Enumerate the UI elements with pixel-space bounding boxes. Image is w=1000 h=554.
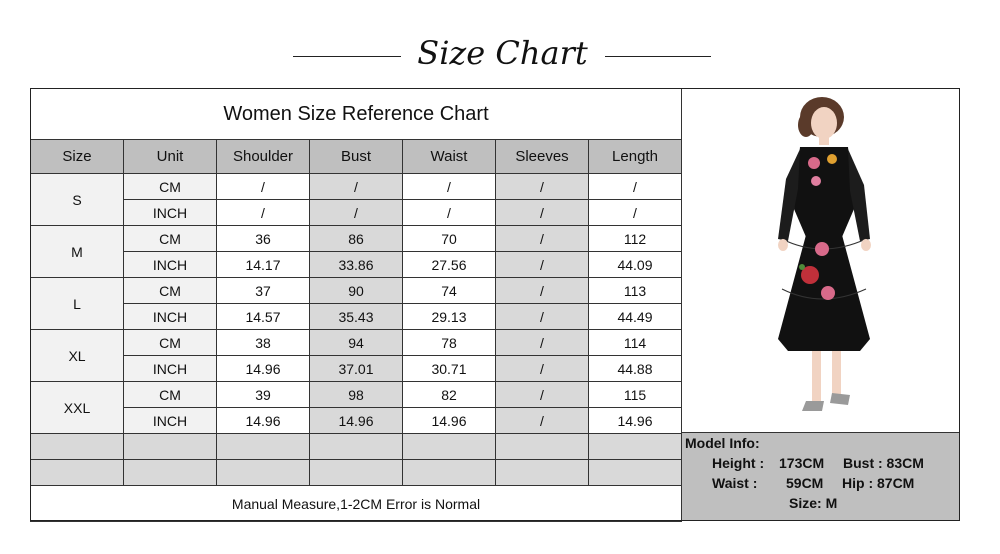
- measure-cell: 37: [217, 278, 310, 304]
- column-header: Shoulder: [217, 140, 310, 174]
- size-label: XL: [31, 330, 124, 382]
- column-header: Sleeves: [496, 140, 589, 174]
- column-header: Unit: [124, 140, 217, 174]
- unit-cell: CM: [124, 226, 217, 252]
- unit-cell: INCH: [124, 252, 217, 278]
- measure-cell: /: [496, 382, 589, 408]
- measure-cell: /: [403, 174, 496, 200]
- measure-cell: 39: [217, 382, 310, 408]
- measure-cell: /: [496, 226, 589, 252]
- measure-cell: /: [496, 356, 589, 382]
- measure-cell: 113: [589, 278, 682, 304]
- measure-cell: 86: [310, 226, 403, 252]
- column-header: Size: [31, 140, 124, 174]
- measure-cell: /: [217, 200, 310, 226]
- measure-cell: 29.13: [403, 304, 496, 330]
- measure-cell: 98: [310, 382, 403, 408]
- unit-cell: CM: [124, 382, 217, 408]
- unit-cell: INCH: [124, 408, 217, 434]
- measure-cell: /: [496, 408, 589, 434]
- table-footer-note: Manual Measure,1-2CM Error is Normal: [31, 486, 682, 522]
- unit-cell: INCH: [124, 304, 217, 330]
- measure-cell: 37.01: [310, 356, 403, 382]
- measure-cell: 14.96: [310, 408, 403, 434]
- model-hip: Hip : 87CM: [842, 475, 915, 491]
- measure-cell: /: [589, 174, 682, 200]
- measure-cell: 14.96: [217, 408, 310, 434]
- measure-cell: 14.17: [217, 252, 310, 278]
- measure-cell: 112: [589, 226, 682, 252]
- size-label: M: [31, 226, 124, 278]
- measure-cell: 38: [217, 330, 310, 356]
- page-title: Size Chart: [417, 34, 588, 72]
- model-dress-illustration: [682, 89, 959, 433]
- measure-cell: /: [310, 174, 403, 200]
- title-divider-left: [293, 56, 401, 57]
- measure-cell: 94: [310, 330, 403, 356]
- measure-cell: /: [403, 200, 496, 226]
- measure-cell: /: [496, 252, 589, 278]
- measure-cell: 27.56: [403, 252, 496, 278]
- measure-cell: 14.57: [217, 304, 310, 330]
- model-size: Size: M: [789, 495, 838, 511]
- measure-cell: 14.96: [589, 408, 682, 434]
- model-info-panel: [682, 433, 959, 520]
- size-label: XXL: [31, 382, 124, 434]
- measure-cell: 44.49: [589, 304, 682, 330]
- measure-cell: /: [589, 200, 682, 226]
- model-waist-value: 59CM: [786, 475, 824, 491]
- measure-cell: 74: [403, 278, 496, 304]
- unit-cell: INCH: [124, 200, 217, 226]
- size-label: L: [31, 278, 124, 330]
- model-bust: Bust : 83CM: [843, 455, 924, 471]
- measure-cell: /: [217, 174, 310, 200]
- measure-cell: /: [496, 330, 589, 356]
- title-divider-right: [605, 56, 711, 57]
- unit-cell: CM: [124, 330, 217, 356]
- measure-cell: 36: [217, 226, 310, 252]
- column-header: Waist: [403, 140, 496, 174]
- size-label: S: [31, 174, 124, 226]
- measure-cell: 35.43: [310, 304, 403, 330]
- measure-cell: 14.96: [217, 356, 310, 382]
- measure-cell: 30.71: [403, 356, 496, 382]
- unit-cell: INCH: [124, 356, 217, 382]
- measure-cell: /: [496, 304, 589, 330]
- measure-cell: 82: [403, 382, 496, 408]
- measure-cell: 33.86: [310, 252, 403, 278]
- measure-cell: /: [496, 278, 589, 304]
- measure-cell: /: [496, 200, 589, 226]
- model-info-label: Model Info:: [685, 435, 760, 451]
- table-title: Women Size Reference Chart: [31, 89, 682, 140]
- model-waist-label: Waist :: [712, 475, 758, 491]
- measure-cell: 14.96: [403, 408, 496, 434]
- column-header: Bust: [310, 140, 403, 174]
- measure-cell: /: [496, 174, 589, 200]
- model-photo: [682, 89, 959, 433]
- measure-cell: 115: [589, 382, 682, 408]
- measure-cell: /: [310, 200, 403, 226]
- unit-cell: CM: [124, 278, 217, 304]
- measure-cell: 78: [403, 330, 496, 356]
- column-header: Length: [589, 140, 682, 174]
- measure-cell: 44.88: [589, 356, 682, 382]
- measure-cell: 114: [589, 330, 682, 356]
- measure-cell: 44.09: [589, 252, 682, 278]
- measure-cell: 90: [310, 278, 403, 304]
- measure-cell: 70: [403, 226, 496, 252]
- model-height-label: Height :: [712, 455, 765, 471]
- model-height-value: 173CM: [779, 455, 825, 471]
- unit-cell: CM: [124, 174, 217, 200]
